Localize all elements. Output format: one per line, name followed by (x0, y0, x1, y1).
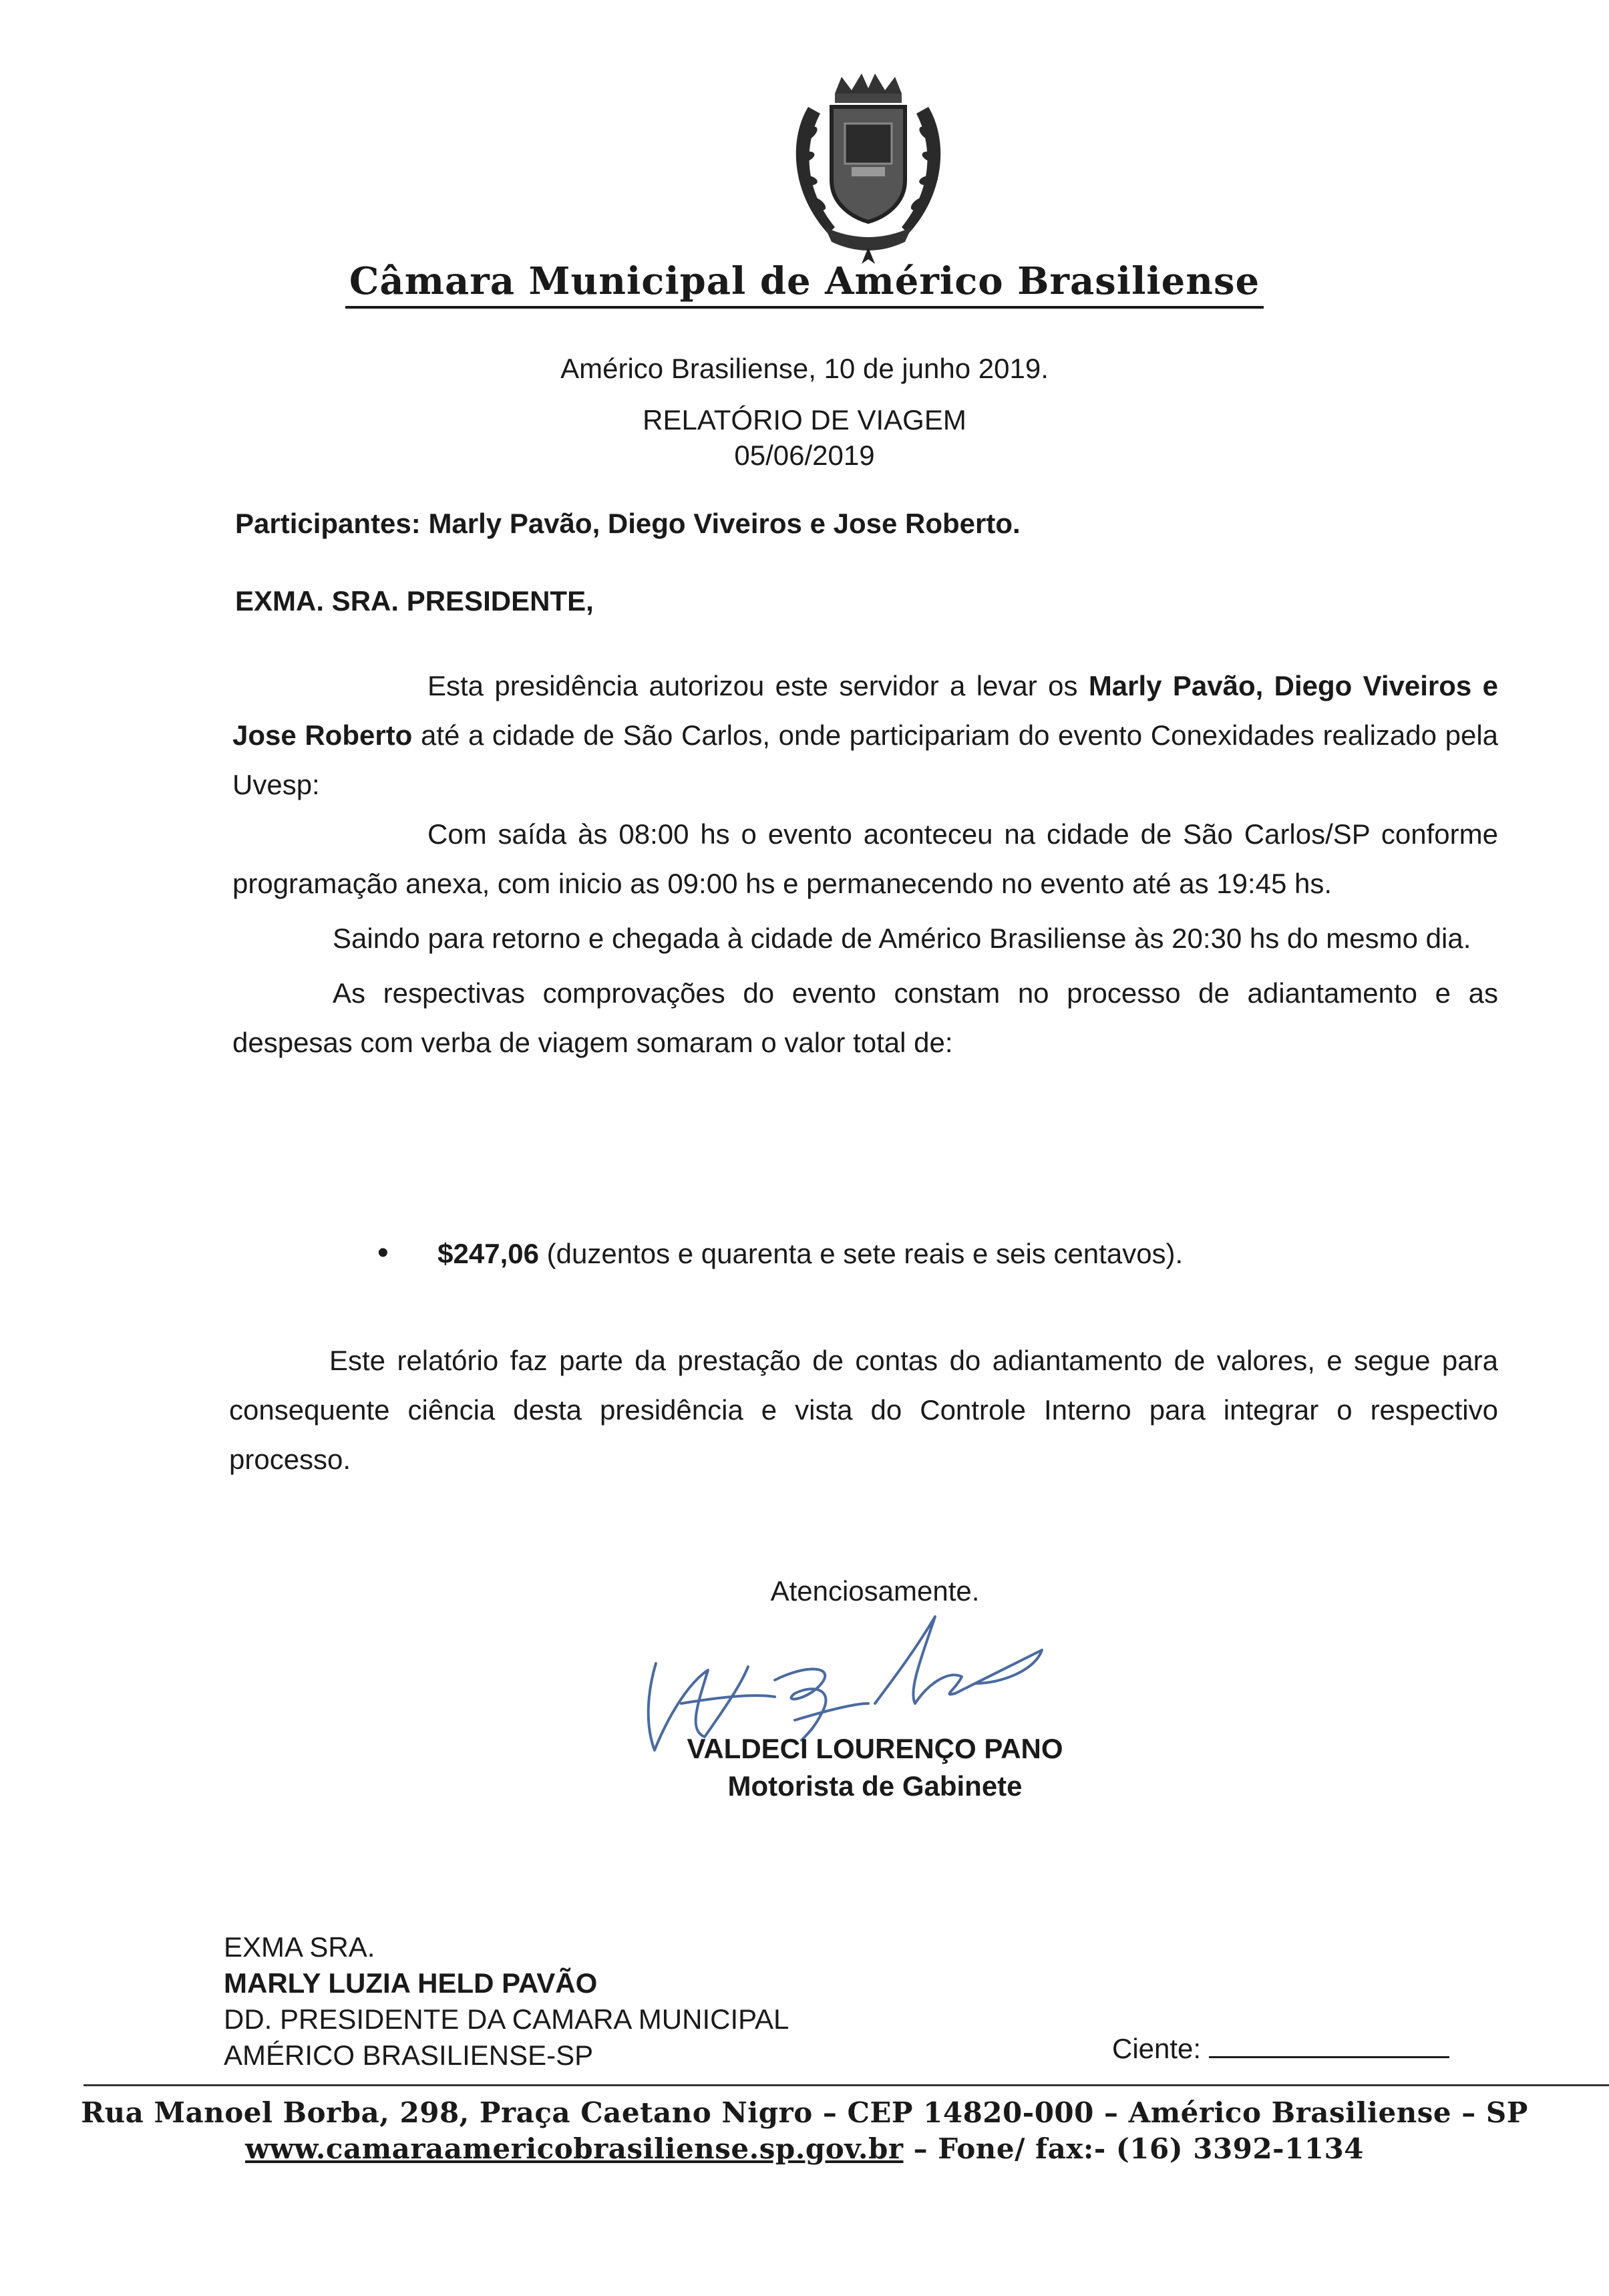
organization-name: Câmara Municipal de Américo Brasiliense (345, 259, 1264, 309)
amount-bullet (377, 1235, 1183, 1271)
participants-label: Participantes: (235, 508, 421, 539)
paragraph-text: Este relatório faz parte da prestação de contas do adiantamento de valores, e segue para consequente ciência desta presidência e vista do Controle Interno para integrar o respectivo processo. (229, 1345, 1498, 1475)
footer-divider (83, 2084, 1609, 2086)
participants-names: Marly Pavão, Diego Viveiros e Jose Roberto. (428, 508, 1021, 539)
report-title: RELATÓRIO DE VIAGEM (643, 404, 966, 436)
ciente-label: Ciente: (1112, 2033, 1202, 2064)
paragraph-text: Esta presidência autorizou este servidor a levar os (427, 670, 1089, 701)
recipient-line: DD. PRESIDENTE DA CAMARA MUNICIPAL (224, 2003, 789, 2035)
footer-phone: – Fone/ fax:- (16) 3392-1134 (903, 2132, 1364, 2165)
signer-name: VALDECI LOURENÇO PANO (687, 1733, 1063, 1764)
amount-words: (duzentos e quarenta e sete reais e seis centavos). (546, 1238, 1184, 1269)
paragraph-text: até a cidade de São Carlos, onde participariam do evento Conexidades realizado pela Uvesp: (232, 719, 1499, 800)
body (232, 661, 1498, 1068)
regards: Atenciosamente. (770, 1575, 980, 1607)
paragraph-return: Saindo para retorno e chegada à cidade de Américo Brasiliense às 20:30 hs do mesmo dia. (333, 923, 1471, 954)
salutation: EXMA. SRA. PRESIDENTE, (235, 585, 594, 617)
footer-contact (0, 2132, 1609, 2165)
paragraph-authorization (232, 661, 1498, 810)
footer-address: Rua Manoel Borba, 298, Praça Caetano Nigro – CEP 14820-000 – Américo Brasiliense – SP (81, 2096, 1528, 2129)
report-date: 05/06/2019 (734, 440, 875, 471)
organization-title (0, 259, 1609, 303)
place-date: Américo Brasiliense, 10 de junho 2019. (560, 353, 1049, 384)
amount-value: $247,06 (437, 1238, 539, 1269)
bullet-icon: • (377, 1235, 389, 1271)
paragraph-schedule: Com saída às 08:00 hs o evento aconteceu na cidade de São Carlos/SP conforme programação anexa, com inicio as 09:00 hs e permanecendo no evento até as 19:45 hs. (232, 818, 1498, 899)
recipient-line: EXMA SRA. (224, 1931, 375, 1963)
recipient-name: MARLY LUZIA HELD PAVÃO (224, 1967, 598, 1999)
participants-line (235, 508, 1021, 540)
participants-bold: Marly Pavão, Diego Viveiros e Jose Roberto (232, 670, 1498, 751)
ciente-signature-line (1209, 2036, 1449, 2058)
paragraph-conclusion (229, 1336, 1498, 1484)
ciente-field (1112, 2033, 1449, 2065)
recipient-block (224, 1929, 789, 2074)
paragraph-expenses: As respectivas comprovações do evento constam no processo de adiantamento e as despesas com verba de viagem somaram o valor total de: (232, 977, 1498, 1058)
website-link[interactable]: www.camaraamericobrasiliense.sp.gov.br (245, 2132, 904, 2165)
signer-role: Motorista de Gabinete (727, 1770, 1023, 1802)
municipal-coat-of-arms-icon (768, 67, 968, 267)
recipient-line: AMÉRICO BRASILIENSE-SP (224, 2039, 594, 2071)
